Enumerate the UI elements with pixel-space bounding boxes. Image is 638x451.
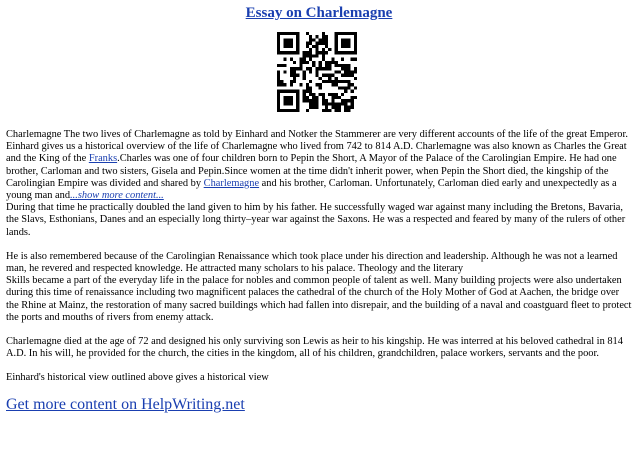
charlemagne-link[interactable]: Charlemagne [203, 177, 260, 189]
show-more-link[interactable]: ...show more content... [70, 190, 164, 202]
paragraph-5: Einhard's historical view outlined above gives a historical view [6, 372, 269, 384]
paragraph-1 [6, 129, 632, 202]
document-title-link[interactable]: Essay on Charlemagne [245, 5, 393, 21]
paragraph-4: Charlemagne died at the age of 72 and designed his only surviving son Lewis as heir to his kingship. He was interred at his beloved cathedral in 814 A.D. In his will, he provided for the church, the cities in the kingdom, all of his children, grandchildren, palace workers, servants and the poor. [6, 336, 623, 360]
get-more-content-link[interactable]: Get more content on HelpWriting.net [6, 396, 245, 413]
franks-link[interactable]: Franks [88, 153, 118, 165]
paragraph-3a: He is also remembered because of the Carolingian Renaissance which took place under his direction and leadership. Although he was not a learned man, he revered and respected knowledge. He attracted many scholars to his palace. Theology and the literary [6, 250, 618, 275]
qr-code-icon [277, 32, 357, 112]
paragraph-3b: Skills became a part of the everyday life in the palace for nobles and common people of talent as well. Many building projects were also undertaken during this time of renaissance including two magnificent palaces the cathedral of the church of the Holy Mother of God at Aachen, the bridge over the Rhine at Mainz, the restoration of many sacred buildings which had fallen into disrepair, and the building of a naval and coastguard fleet to protect the ports and mouths of rivers from enemy attack. [6, 275, 632, 323]
essay-body [6, 129, 632, 385]
paragraph-2: During that time he practically doubled the land given to him by his father. He successfully waged war against many including the Bretons, Bavaria, the Slavs, Esthonians, Danes and an especially long thirty–year war against the Saxons. He was a respected and feared by many of the rulers of other lands. [6, 202, 626, 238]
paragraph-1-text-a: Charlemagne The two lives of Charlemagne as told by Einhard and Notker the Stammerer are very different accounts of the life of the great Emperor. Einhard gives us a historical overview of the life of Charlemagne who lived from 742 to 814 A.D. Charlemagne was also known as Charles the Great and the King of the [6, 129, 628, 165]
paragraph-1-text-c: and his brother, Carloman. Unfortunately, Carloman died early and unexpectedly as a young man and [6, 177, 617, 202]
paragraph-1-text-b: .Charles was one of four children born to Pepin the Short, A Mayor of the Palace of the Carolingian Empire. He had one brother, Carloman and two sisters, Gisela and Pepin.Since women at the time didn't inherit power, when Pepin the Short died, the kingship of the Carolingian Empire was divided and shared by [6, 153, 617, 189]
